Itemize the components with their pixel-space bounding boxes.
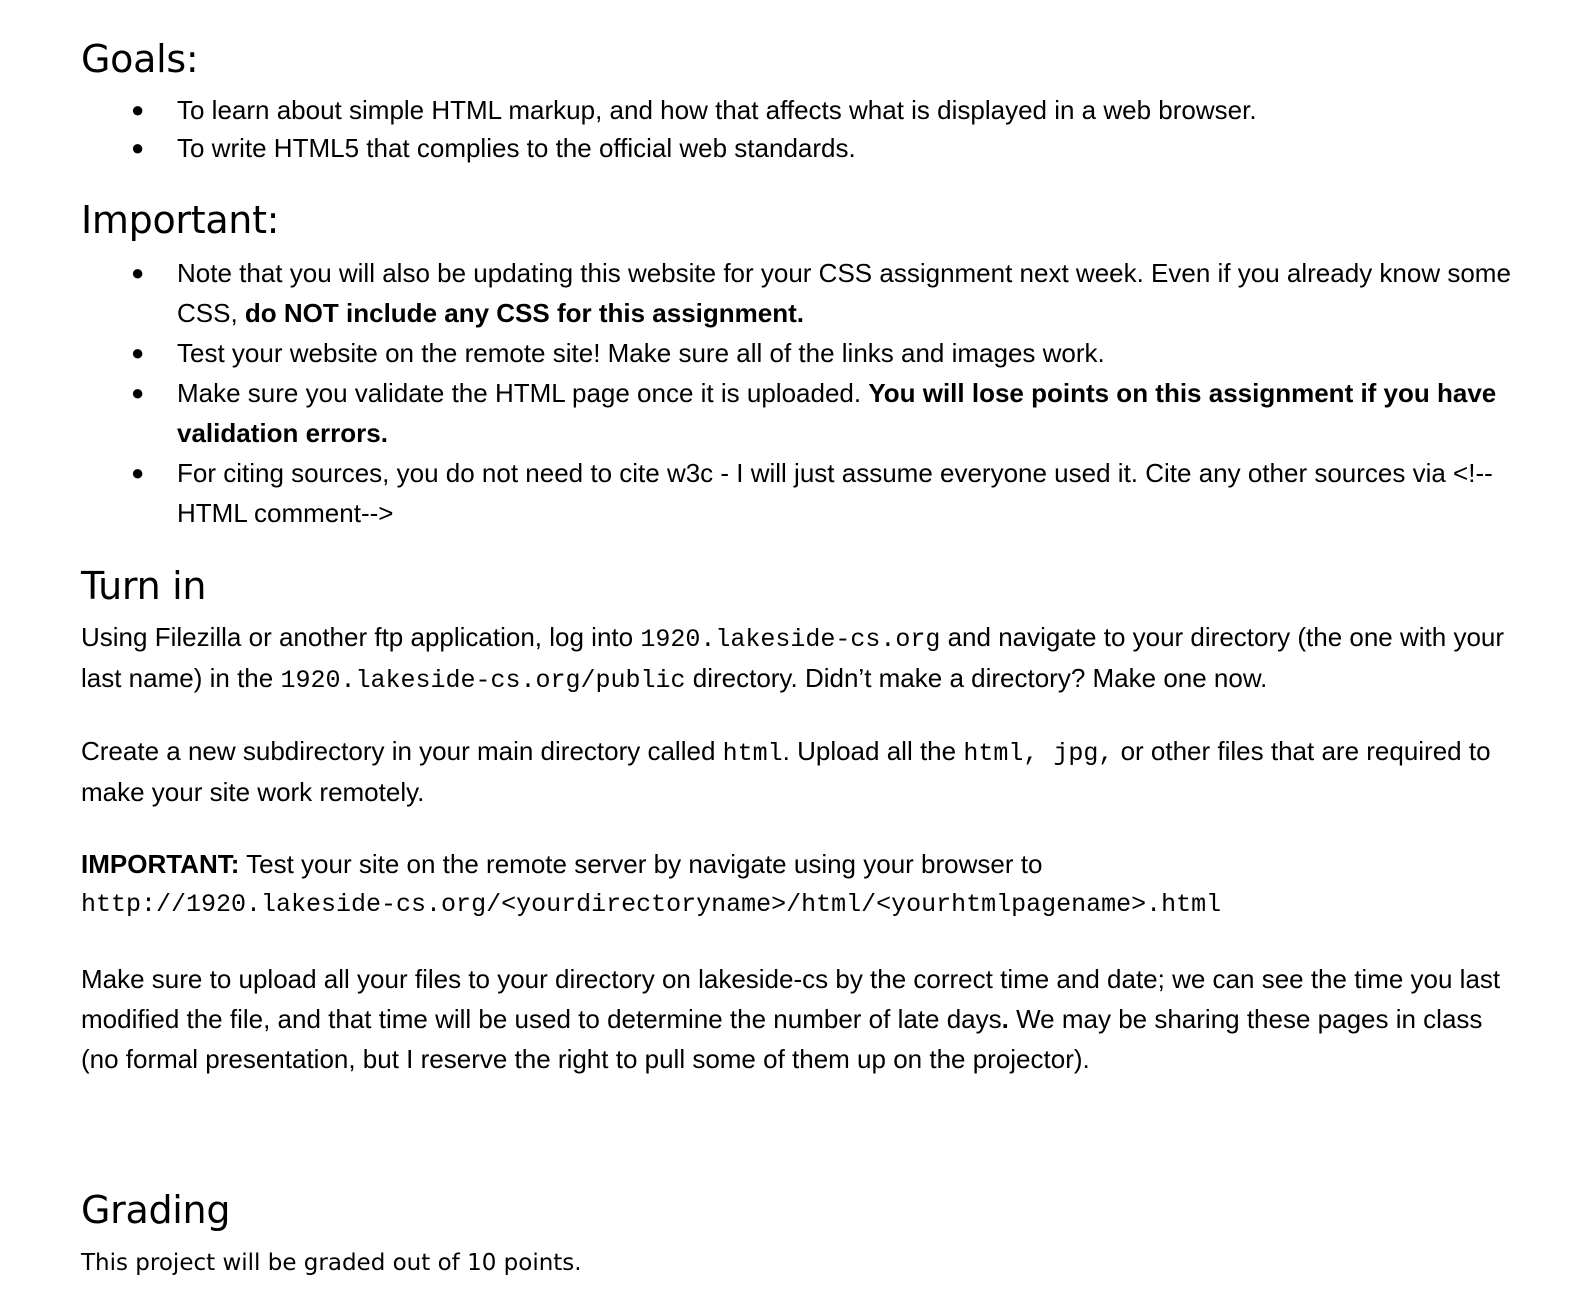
bullet-icon: ● xyxy=(131,460,145,485)
goals-list xyxy=(81,91,1521,167)
bullet-icon: ● xyxy=(131,340,145,365)
turn-in-paragraph-subdirectory: Create a new subdirectory in your main directory called html. Upload all the html, jpg, or other files that are required to make your site work remotely. xyxy=(81,736,1491,807)
goals-heading: Goals: xyxy=(81,37,199,81)
important-heading: Important: xyxy=(81,198,280,242)
bullet-icon: ● xyxy=(131,135,145,160)
inline-code: html, jpg, xyxy=(963,739,1114,768)
list-item: ● Make sure you validate the HTML page once it is uploaded. You will lose points on this assignment if you have validation errors. xyxy=(81,373,1521,453)
important-list xyxy=(81,253,1521,533)
turn-in-paragraph-ftp: Using Filezilla or another ftp application, log into 1920.lakeside-cs.org and navigate to your directory (the one with your last name) in the 1920.lakeside-cs.org/public directory. Didn’t make a directory? Make one now. xyxy=(81,622,1505,695)
list-item: ● Note that you will also be updating this website for your CSS assignment next week. Even if you already know some CSS, do NOT include any CSS for this assignment. xyxy=(81,253,1521,333)
inline-code: 1920.lakeside-cs.org/public xyxy=(280,666,686,695)
remote-url: http://1920.lakeside-cs.org/<yourdirectoryname>/html/<yourhtmlpagename>.html xyxy=(81,890,1222,919)
turn-in-paragraph-upload: Make sure to upload all your files to your directory on lakeside-cs by the correct time and date; we can see the time you last modified the file, and that time will be used to determine the number of late days. We may be sharing these pages in class (no formal presentation, but I reserve the right to pull some of them up on the projector). xyxy=(81,964,1501,1074)
bullet-icon: ● xyxy=(131,260,145,285)
grading-heading: Grading xyxy=(81,1188,231,1232)
bullet-icon: ● xyxy=(131,380,145,405)
grading-text: This project will be graded out of 10 points. xyxy=(81,1250,582,1276)
bullet-icon: ● xyxy=(131,97,145,122)
turn-in-paragraph-important: IMPORTANT: Test your site on the remote server by navigate using your browser to http://1920.lakeside-cs.org/<yourdirectoryname>/html/<yourhtmlpagename>.html xyxy=(81,849,1222,919)
list-item: ● To learn about simple HTML markup, and how that affects what is displayed in a web browser. xyxy=(81,91,1521,129)
inline-code: html xyxy=(722,739,783,768)
list-item: ● To write HTML5 that complies to the official web standards. xyxy=(81,129,1521,167)
list-item: ● For citing sources, you do not need to cite w3c - I will just assume everyone used it. Cite any other sources via <!--HTML comment--> xyxy=(81,453,1521,533)
list-item: ● Test your website on the remote site! Make sure all of the links and images work. xyxy=(81,333,1521,373)
turn-in-heading: Turn in xyxy=(81,564,207,608)
inline-code: 1920.lakeside-cs.org xyxy=(640,625,941,654)
